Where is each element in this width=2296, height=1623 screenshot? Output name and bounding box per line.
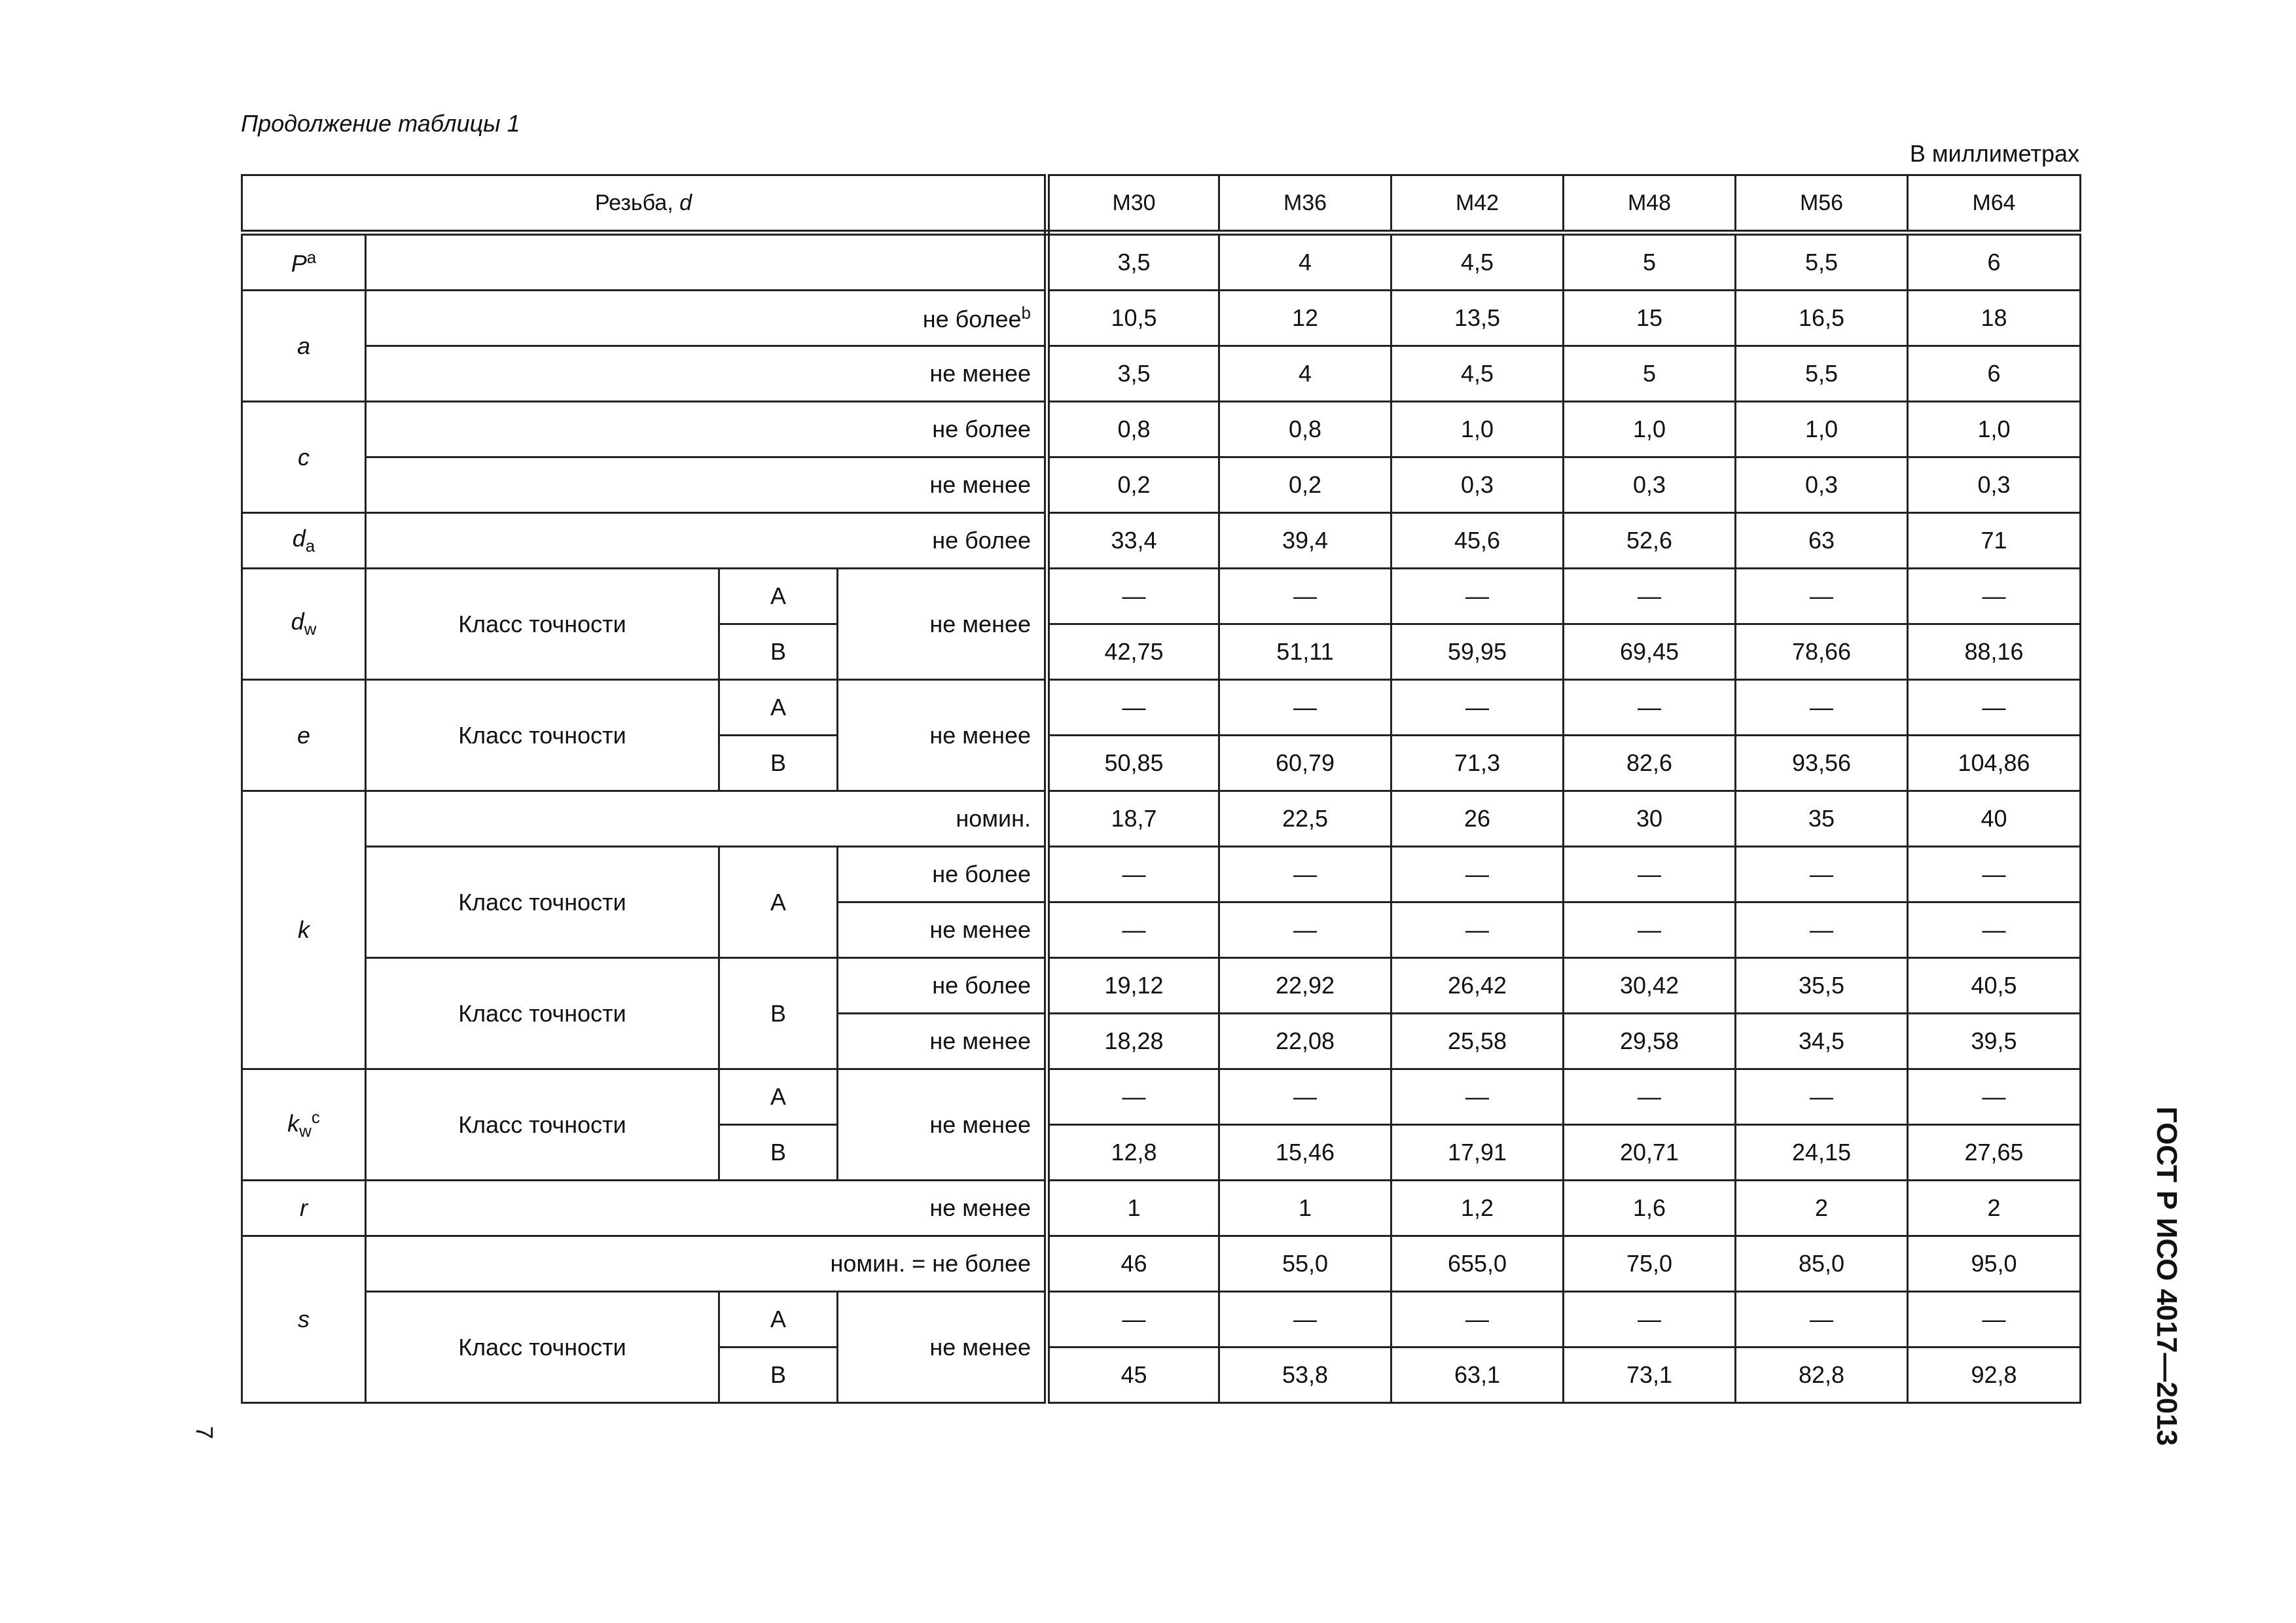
- value-cell: —: [1564, 1069, 1736, 1125]
- limit-label: не менее: [366, 1181, 1047, 1236]
- symbol-subscript: a: [305, 536, 315, 556]
- value-cell: 19,12: [1047, 958, 1219, 1014]
- value-cell: 18,28: [1047, 1014, 1219, 1069]
- value-cell: 15: [1564, 291, 1736, 346]
- symbol-s: s: [298, 1306, 310, 1332]
- value-cell: —: [1047, 569, 1219, 624]
- value-cell: 10,5: [1047, 291, 1219, 346]
- value-cell: 95,0: [1908, 1236, 2081, 1292]
- table-row: [242, 291, 2081, 346]
- grade-label: Класс точности: [366, 1292, 719, 1403]
- limit-label: не менее: [838, 1069, 1047, 1181]
- value-cell: 53,8: [1219, 1347, 1391, 1403]
- grade-b: B: [719, 958, 838, 1069]
- value-cell: 0,8: [1047, 402, 1219, 457]
- value-cell: —: [1908, 1292, 2081, 1347]
- value-cell: 24,15: [1736, 1125, 1908, 1181]
- param-symbol: [242, 1236, 366, 1403]
- value-cell: 26,42: [1391, 958, 1564, 1014]
- dimensions-table: [241, 174, 2081, 1404]
- value-cell: 1,2: [1391, 1181, 1564, 1236]
- symbol-k: k: [298, 916, 310, 943]
- value-cell: 93,56: [1736, 736, 1908, 791]
- value-cell: 18: [1908, 291, 2081, 346]
- limit-label: не более: [838, 958, 1047, 1014]
- value-cell: 63,1: [1391, 1347, 1564, 1403]
- grade-a: A: [719, 569, 838, 624]
- value-cell: 0,3: [1391, 457, 1564, 513]
- table-caption: Продолжение таблицы 1: [241, 110, 520, 137]
- units-note: В миллиметрах: [1909, 140, 2079, 167]
- value-cell: 42,75: [1047, 624, 1219, 680]
- table-row: [242, 958, 2081, 1014]
- table-row: [242, 1069, 2081, 1125]
- param-symbol: [242, 791, 366, 1069]
- value-cell: —: [1564, 569, 1736, 624]
- value-cell: —: [1908, 902, 2081, 958]
- header-row: [242, 175, 2081, 233]
- table-row: [242, 569, 2081, 624]
- value-cell: 4,5: [1391, 233, 1564, 291]
- size-header: M42: [1391, 175, 1564, 233]
- value-cell: 82,6: [1564, 736, 1736, 791]
- standard-id: [2147, 1106, 2186, 1446]
- size-header: M48: [1564, 175, 1736, 233]
- value-cell: 29,58: [1564, 1014, 1736, 1069]
- value-cell: 30: [1564, 791, 1736, 847]
- value-cell: —: [1736, 1069, 1908, 1125]
- value-cell: 63: [1736, 513, 1908, 569]
- value-cell: 0,3: [1908, 457, 2081, 513]
- symbol-subscript: w: [304, 619, 317, 639]
- value-cell: —: [1391, 902, 1564, 958]
- value-cell: 85,0: [1736, 1236, 1908, 1292]
- value-cell: 26: [1391, 791, 1564, 847]
- value-cell: 5: [1564, 346, 1736, 402]
- value-cell: 71: [1908, 513, 2081, 569]
- param-symbol: [242, 680, 366, 791]
- value-cell: —: [1219, 847, 1391, 902]
- param-symbol: [242, 1181, 366, 1236]
- table-row: [242, 1181, 2081, 1236]
- value-cell: 1: [1047, 1181, 1219, 1236]
- value-cell: 12,8: [1047, 1125, 1219, 1181]
- grade-b: B: [719, 624, 838, 680]
- symbol-subscript: w: [299, 1121, 312, 1141]
- value-cell: —: [1908, 847, 2081, 902]
- value-cell: 40,5: [1908, 958, 2081, 1014]
- value-cell: —: [1047, 680, 1219, 736]
- value-cell: 1,0: [1391, 402, 1564, 457]
- grade-b: B: [719, 1347, 838, 1403]
- value-cell: —: [1219, 680, 1391, 736]
- value-cell: 17,91: [1391, 1125, 1564, 1181]
- symbol-e: e: [296, 721, 311, 749]
- value-cell: 22,5: [1219, 791, 1391, 847]
- thread-header: [242, 175, 1047, 233]
- grade-a: A: [719, 680, 838, 736]
- value-cell: 0,2: [1047, 457, 1219, 513]
- value-cell: 46: [1047, 1236, 1219, 1292]
- value-cell: 655,0: [1391, 1236, 1564, 1292]
- value-cell: —: [1736, 902, 1908, 958]
- limit-label: не менее: [838, 1014, 1047, 1069]
- value-cell: 45,6: [1391, 513, 1564, 569]
- grade-label: Класс точности: [366, 1069, 719, 1181]
- limit-label: не более: [838, 847, 1047, 902]
- value-cell: 2: [1736, 1181, 1908, 1236]
- grade-a: A: [719, 1069, 838, 1125]
- table-row: [242, 402, 2081, 457]
- value-cell: 25,58: [1391, 1014, 1564, 1069]
- value-cell: —: [1908, 680, 2081, 736]
- limit-label: не менее: [366, 346, 1047, 402]
- value-cell: 34,5: [1736, 1014, 1908, 1069]
- symbol-p: P: [291, 250, 307, 277]
- param-symbol: [242, 1069, 366, 1181]
- value-cell: 55,0: [1219, 1236, 1391, 1292]
- table-row: [242, 1292, 2081, 1347]
- value-cell: 45: [1047, 1347, 1219, 1403]
- value-cell: 6: [1908, 233, 2081, 291]
- value-cell: 15,46: [1219, 1125, 1391, 1181]
- value-cell: 1,0: [1908, 402, 2081, 457]
- value-cell: 18,7: [1047, 791, 1219, 847]
- value-cell: 30,42: [1564, 958, 1736, 1014]
- grade-b: B: [719, 1125, 838, 1181]
- value-cell: 71,3: [1391, 736, 1564, 791]
- symbol-k: k: [287, 1110, 300, 1137]
- table-row: [242, 457, 2081, 513]
- value-cell: —: [1391, 1292, 1564, 1347]
- value-cell: 82,8: [1736, 1347, 1908, 1403]
- grade-a: A: [719, 847, 838, 958]
- page-number: 7: [191, 1425, 219, 1440]
- value-cell: 6: [1908, 346, 2081, 402]
- limit-label: не более: [366, 513, 1047, 569]
- value-cell: 40: [1908, 791, 2081, 847]
- value-cell: —: [1391, 569, 1564, 624]
- value-cell: 16,5: [1736, 291, 1908, 346]
- value-cell: 0,3: [1736, 457, 1908, 513]
- value-cell: —: [1219, 1069, 1391, 1125]
- size-header: M30: [1047, 175, 1219, 233]
- value-cell: 50,85: [1047, 736, 1219, 791]
- symbol-a: a: [296, 332, 311, 359]
- param-symbol: [242, 291, 366, 402]
- value-cell: 5,5: [1736, 346, 1908, 402]
- param-symbol: [242, 402, 366, 513]
- value-cell: —: [1736, 1292, 1908, 1347]
- value-cell: 20,71: [1564, 1125, 1736, 1181]
- value-cell: 5,5: [1736, 233, 1908, 291]
- value-cell: 1,0: [1736, 402, 1908, 457]
- limit-label: номин. = не более: [366, 1236, 1047, 1292]
- table-row: [242, 233, 2081, 291]
- symbol-d: d: [291, 608, 304, 635]
- value-cell: —: [1908, 569, 2081, 624]
- standard-id-text: ГОСТ Р ИСО 4017—2013: [2151, 1106, 2183, 1446]
- limit-label: не менее: [838, 902, 1047, 958]
- grade-a: A: [719, 1292, 838, 1347]
- symbol-d: d: [292, 524, 306, 552]
- grade-label: Класс точности: [366, 680, 719, 791]
- value-cell: —: [1391, 680, 1564, 736]
- table-row: [242, 680, 2081, 736]
- value-cell: 0,8: [1219, 402, 1391, 457]
- limit-label: [366, 233, 1047, 291]
- value-cell: —: [1564, 847, 1736, 902]
- param-symbol: [242, 569, 366, 680]
- value-cell: —: [1908, 1069, 2081, 1125]
- table-row: [242, 346, 2081, 402]
- value-cell: 59,95: [1391, 624, 1564, 680]
- value-cell: 92,8: [1908, 1347, 2081, 1403]
- value-cell: —: [1047, 902, 1219, 958]
- footnote-mark: c: [311, 1107, 320, 1128]
- table-row: [242, 513, 2081, 569]
- value-cell: —: [1736, 847, 1908, 902]
- limit-label-text: не более: [922, 306, 1022, 332]
- param-symbol: [242, 513, 366, 569]
- value-cell: —: [1047, 1069, 1219, 1125]
- value-cell: 88,16: [1908, 624, 2081, 680]
- value-cell: —: [1219, 569, 1391, 624]
- limit-label: не менее: [838, 680, 1047, 791]
- grade-b: B: [719, 736, 838, 791]
- value-cell: 33,4: [1047, 513, 1219, 569]
- table-row: [242, 847, 2081, 902]
- symbol-r: r: [300, 1194, 308, 1221]
- value-cell: —: [1391, 847, 1564, 902]
- limit-label: не более: [366, 402, 1047, 457]
- value-cell: —: [1047, 847, 1219, 902]
- value-cell: 27,65: [1908, 1125, 2081, 1181]
- grade-label: Класс точности: [366, 958, 719, 1069]
- value-cell: 13,5: [1391, 291, 1564, 346]
- footnote-mark: a: [306, 247, 317, 267]
- value-cell: 75,0: [1564, 1236, 1736, 1292]
- value-cell: 5: [1564, 233, 1736, 291]
- value-cell: 3,5: [1047, 346, 1219, 402]
- grade-label: Класс точности: [366, 847, 719, 958]
- thread-header-symbol: d: [679, 190, 692, 215]
- value-cell: 39,4: [1219, 513, 1391, 569]
- limit-label: не менее: [838, 569, 1047, 680]
- param-symbol: [242, 233, 366, 291]
- value-cell: —: [1736, 680, 1908, 736]
- value-cell: 3,5: [1047, 233, 1219, 291]
- value-cell: 0,3: [1564, 457, 1736, 513]
- table-row: [242, 1236, 2081, 1292]
- value-cell: 1,0: [1564, 402, 1736, 457]
- value-cell: —: [1564, 680, 1736, 736]
- limit-label: [366, 291, 1047, 346]
- value-cell: 39,5: [1908, 1014, 2081, 1069]
- thread-header-label: Резьба,: [594, 190, 680, 215]
- limit-label: не менее: [838, 1292, 1047, 1403]
- value-cell: 60,79: [1219, 736, 1391, 791]
- symbol-c: c: [298, 443, 310, 471]
- value-cell: 52,6: [1564, 513, 1736, 569]
- value-cell: 69,45: [1564, 624, 1736, 680]
- value-cell: —: [1219, 1292, 1391, 1347]
- value-cell: 22,08: [1219, 1014, 1391, 1069]
- size-header: M36: [1219, 175, 1391, 233]
- value-cell: —: [1219, 902, 1391, 958]
- size-header: M56: [1736, 175, 1908, 233]
- value-cell: —: [1047, 1292, 1219, 1347]
- value-cell: 22,92: [1219, 958, 1391, 1014]
- grade-label: Класс точности: [366, 569, 719, 680]
- value-cell: —: [1564, 902, 1736, 958]
- value-cell: —: [1391, 1069, 1564, 1125]
- value-cell: 2: [1908, 1181, 2081, 1236]
- value-cell: 104,86: [1908, 736, 2081, 791]
- value-cell: 4: [1219, 233, 1391, 291]
- value-cell: 1,6: [1564, 1181, 1736, 1236]
- value-cell: 1: [1219, 1181, 1391, 1236]
- size-header: M64: [1908, 175, 2081, 233]
- value-cell: 0,2: [1219, 457, 1391, 513]
- value-cell: 12: [1219, 291, 1391, 346]
- value-cell: 51,11: [1219, 624, 1391, 680]
- value-cell: 73,1: [1564, 1347, 1736, 1403]
- value-cell: —: [1564, 1292, 1736, 1347]
- limit-label: номин.: [366, 791, 1047, 847]
- value-cell: —: [1736, 569, 1908, 624]
- value-cell: 78,66: [1736, 624, 1908, 680]
- value-cell: 4,5: [1391, 346, 1564, 402]
- value-cell: 35,5: [1736, 958, 1908, 1014]
- limit-label: не менее: [366, 457, 1047, 513]
- table-row: [242, 791, 2081, 847]
- value-cell: 35: [1736, 791, 1908, 847]
- footnote-mark: b: [1021, 303, 1031, 323]
- value-cell: 4: [1219, 346, 1391, 402]
